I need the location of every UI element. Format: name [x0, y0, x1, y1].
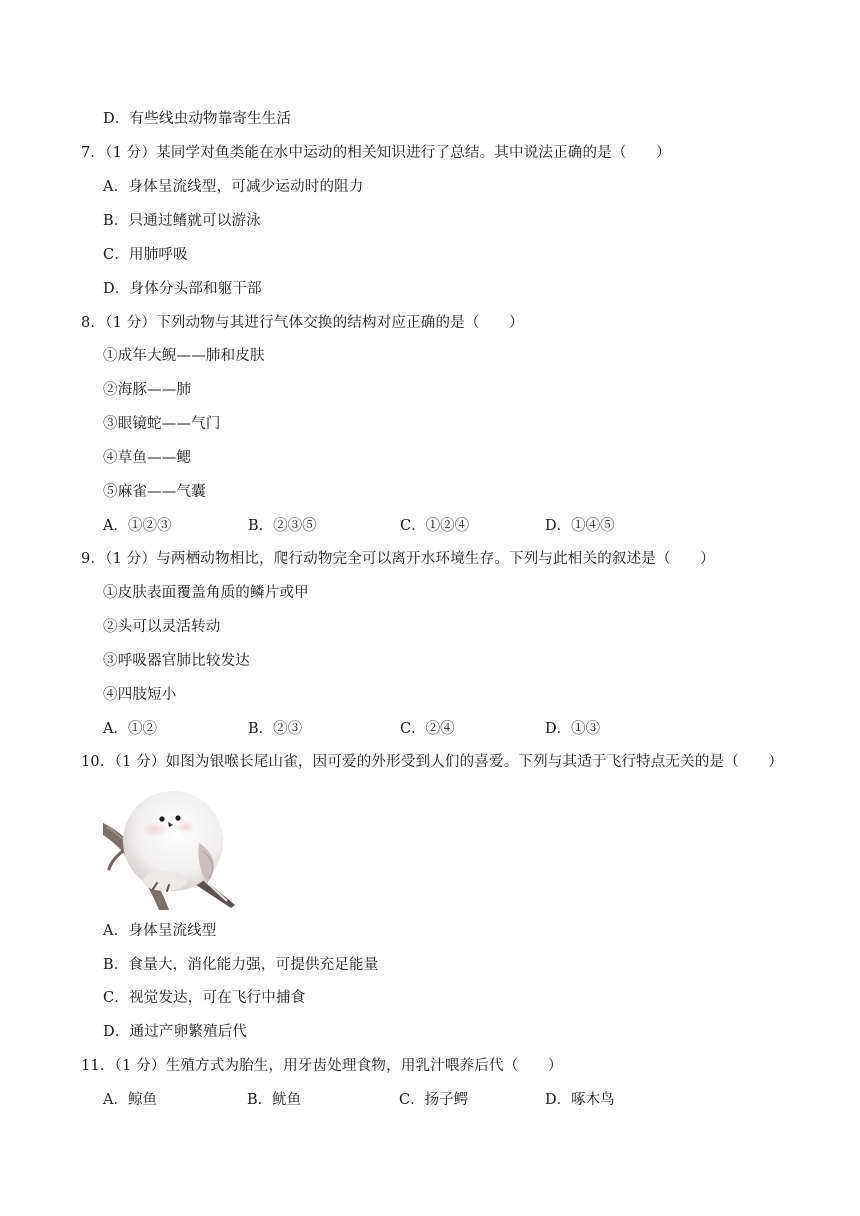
- q8-item-3: ③眼镜蛇——气门: [103, 416, 221, 432]
- q11-choice-c: C．扬子鳄: [399, 1092, 469, 1108]
- q8-item-2: ②海豚——肺: [103, 382, 192, 398]
- q7-option-c: C．用肺呼吸: [103, 247, 188, 263]
- q8-item-5: ⑤麻雀——气囊: [103, 484, 206, 500]
- q8-item-1: ①成年大鲵——肺和皮肤: [103, 348, 265, 364]
- q9-item-2: ②头可以灵活转动: [103, 619, 221, 635]
- q9-item-1: ①皮肤表面覆盖角质的鳞片或甲: [103, 585, 309, 601]
- q7-option-b: B．只通过鳍就可以游泳: [103, 213, 261, 229]
- q11-stem: 11．（1 分）生殖方式为胎生，用牙齿处理食物，用乳汁喂养后代（ ）: [81, 1058, 563, 1074]
- q6-option-d: D．有些线虫动物靠寄生生活: [103, 111, 292, 127]
- q10-option-d: D．通过产卵繁殖后代: [103, 1024, 248, 1040]
- q7-option-a: A．身体呈流线型，可减少运动时的阻力: [103, 179, 364, 195]
- q9-stem: 9．（1 分）与两栖动物相比，爬行动物完全可以离开水环境生存。下列与此相关的叙述是（ ）: [81, 551, 715, 567]
- q10-option-c: C．视觉发达，可在飞行中捕食: [103, 990, 306, 1006]
- q8-choice-c: C．①②④: [400, 518, 470, 534]
- q9-choice-a: A．①②: [103, 721, 157, 737]
- q8-choice-d: D．①④⑤: [545, 518, 615, 534]
- q8-item-4: ④草鱼——鳃: [103, 450, 192, 466]
- q9-item-3: ③呼吸器官肺比较发达: [103, 653, 250, 669]
- q7-stem: 7．（1 分）某同学对鱼类能在水中运动的相关知识进行了总结。其中说法正确的是（ ）: [81, 145, 671, 161]
- q8-choice-b: B．②③⑤: [248, 518, 317, 534]
- q11-choice-b: B．鱿鱼: [247, 1092, 302, 1108]
- q10-stem: 10．（1 分）如图为银喉长尾山雀，因可爱的外形受到人们的喜爱。下列与其适于飞行特点无关的是（ ）: [81, 754, 784, 770]
- q7-option-d: D．身体分头部和躯干部: [103, 281, 262, 297]
- q9-choice-b: B．②③: [248, 721, 303, 737]
- q8-choice-a: A．①②③: [103, 518, 172, 534]
- q8-stem: 8．（1 分）下列动物与其进行气体交换的结构对应正确的是（ ）: [81, 315, 524, 331]
- q9-choice-c: C．②④: [400, 721, 455, 737]
- bird-photo-icon: [103, 783, 239, 910]
- q9-item-4: ④四肢短小: [103, 687, 177, 703]
- q11-choice-d: D．啄木鸟: [545, 1092, 615, 1108]
- q10-option-a: A．身体呈流线型: [103, 923, 217, 939]
- q9-choice-d: D．①③: [545, 721, 601, 737]
- q11-choice-a: A．鲸鱼: [103, 1092, 157, 1108]
- q10-option-b: B．食量大，消化能力强，可提供充足能量: [103, 957, 379, 973]
